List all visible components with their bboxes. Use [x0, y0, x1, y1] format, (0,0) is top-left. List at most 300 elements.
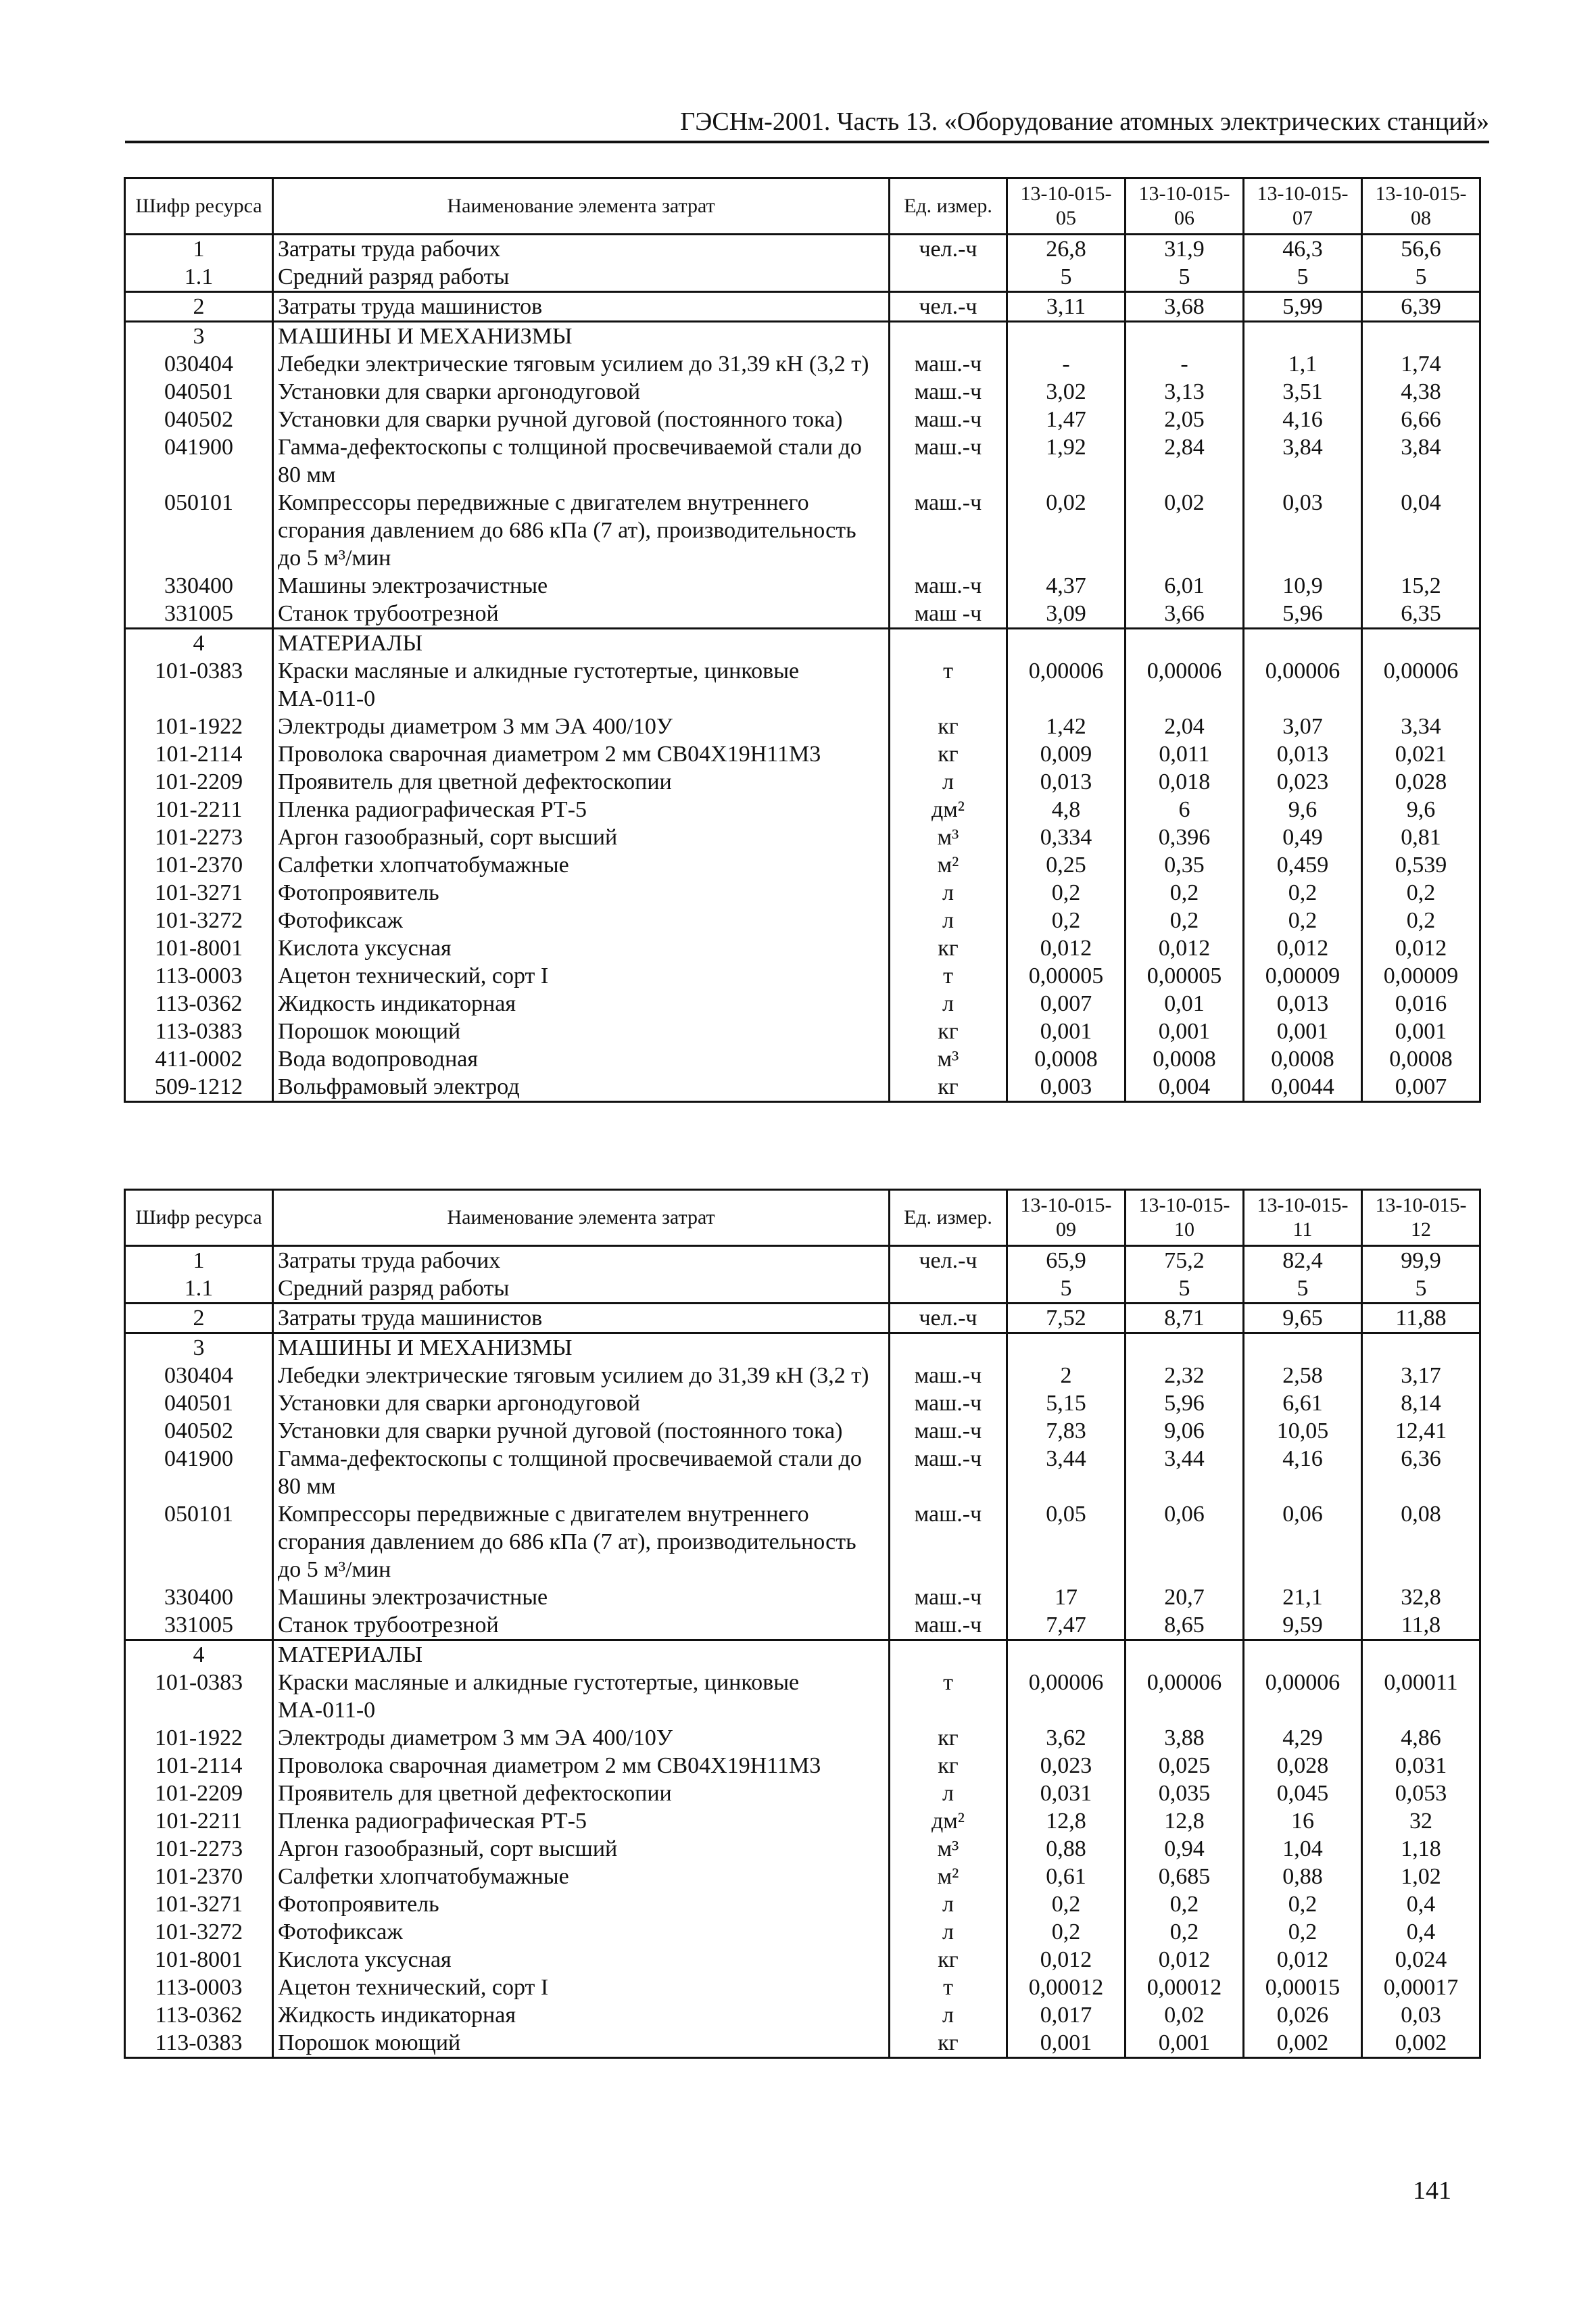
value-cell-4: 5 — [1362, 1274, 1480, 1304]
unit-cell: л — [890, 1918, 1007, 1946]
resource-name-cell: Ацетон технический, сорт I — [273, 962, 890, 990]
resource-code-cell: 1 — [125, 235, 273, 264]
table-row — [125, 1611, 1480, 1640]
value-cell-3: 5,96 — [1244, 600, 1362, 629]
table-row — [125, 824, 1480, 851]
resource-code-cell: 1 — [125, 1246, 273, 1275]
resource-code-cell: 113-0383 — [125, 1018, 273, 1045]
resource-code-cell: 101-2370 — [125, 1863, 273, 1890]
value-cell-1: 0,012 — [1007, 1946, 1126, 1974]
value-cell-4: 0,4 — [1362, 1890, 1480, 1918]
unit-cell: л — [890, 907, 1007, 934]
value-cell-2: 5 — [1126, 1274, 1244, 1304]
value-cell-2: 0,2 — [1126, 879, 1244, 907]
unit-cell: маш.-ч — [890, 350, 1007, 378]
value-cell-3: 9,59 — [1244, 1611, 1362, 1640]
value-cell-4: 3,17 — [1362, 1362, 1480, 1389]
resource-code-cell: 1.1 — [125, 263, 273, 292]
unit-cell: дм² — [890, 796, 1007, 824]
value-cell-4: 56,6 — [1362, 235, 1480, 264]
table-row — [125, 1918, 1480, 1946]
value-cell-3: 9,6 — [1244, 796, 1362, 824]
value-cell-3: 0,028 — [1244, 1752, 1362, 1780]
value-cell-4 — [1362, 629, 1480, 658]
value-cell-3: 0,023 — [1244, 768, 1362, 796]
value-cell-2: 0,035 — [1126, 1780, 1244, 1807]
unit-cell: маш.-ч — [890, 1362, 1007, 1389]
resource-code-cell: 101-8001 — [125, 1946, 273, 1974]
value-cell-3: 0,00015 — [1244, 1974, 1362, 2001]
unit-cell: кг — [890, 1073, 1007, 1102]
value-cell-1: 3,02 — [1007, 378, 1126, 406]
value-cell-3: 1,04 — [1244, 1835, 1362, 1863]
table-row — [125, 322, 1480, 351]
resource-code-cell: 3 — [125, 1333, 273, 1362]
value-cell-4: 1,02 — [1362, 1863, 1480, 1890]
value-cell-1: 0,2 — [1007, 1890, 1126, 1918]
resource-table-2 — [124, 1189, 1481, 2059]
unit-cell: кг — [890, 934, 1007, 962]
unit-cell — [890, 629, 1007, 658]
unit-cell: маш.-ч — [890, 1611, 1007, 1640]
value-cell-2: 0,001 — [1126, 1018, 1244, 1045]
resource-code-cell: 411-0002 — [125, 1045, 273, 1073]
unit-cell: т — [890, 657, 1007, 713]
resource-name-cell: Фотопроявитель — [273, 879, 890, 907]
table-row — [125, 1362, 1480, 1389]
value-cell-2: 0,685 — [1126, 1863, 1244, 1890]
value-cell-2: 2,05 — [1126, 406, 1244, 433]
value-cell-3: 0,045 — [1244, 1780, 1362, 1807]
table-row — [125, 1045, 1480, 1073]
resource-code-cell: 101-1922 — [125, 713, 273, 740]
value-cell-1: 1,92 — [1007, 433, 1126, 489]
resource-code-cell: 509-1212 — [125, 1073, 273, 1102]
value-cell-2 — [1126, 1333, 1244, 1362]
value-cell-1: 26,8 — [1007, 235, 1126, 264]
value-cell-1: 0,334 — [1007, 824, 1126, 851]
value-cell-4: 6,35 — [1362, 600, 1480, 629]
resource-name-cell: Средний разряд работы — [273, 263, 890, 292]
value-cell-1: 4,37 — [1007, 572, 1126, 600]
resource-name-cell: Станок трубоотрезной — [273, 600, 890, 629]
resource-name-cell: Лебедки электрические тяговым усилием до 31,39 кН (3,2 т) — [273, 350, 890, 378]
value-cell-2: 3,13 — [1126, 378, 1244, 406]
value-cell-1: 17 — [1007, 1583, 1126, 1611]
unit-cell — [890, 1640, 1007, 1669]
value-cell-3: 0,012 — [1244, 934, 1362, 962]
value-cell-3: 0,2 — [1244, 1890, 1362, 1918]
value-cell-1: 0,00006 — [1007, 657, 1126, 713]
value-cell-3: 3,51 — [1244, 378, 1362, 406]
table-row — [125, 406, 1480, 433]
unit-cell: л — [890, 768, 1007, 796]
unit-cell: м³ — [890, 1835, 1007, 1863]
value-cell-2: 0,011 — [1126, 740, 1244, 768]
table-row — [125, 1333, 1480, 1362]
value-cell-3: 82,4 — [1244, 1246, 1362, 1275]
value-cell-2: 20,7 — [1126, 1583, 1244, 1611]
unit-cell: чел.-ч — [890, 1304, 1007, 1333]
value-cell-1: 0,05 — [1007, 1500, 1126, 1583]
value-cell-3: 4,16 — [1244, 406, 1362, 433]
resource-code-cell: 101-3271 — [125, 1890, 273, 1918]
value-cell-3: 0,06 — [1244, 1500, 1362, 1583]
resource-name-cell: Затраты труда машинистов — [273, 292, 890, 322]
value-cell-1: 3,62 — [1007, 1724, 1126, 1752]
value-cell-2: 12,8 — [1126, 1807, 1244, 1835]
col-header-c2: 13-10-015-06 — [1126, 178, 1244, 235]
value-cell-1: 0,25 — [1007, 851, 1126, 879]
value-cell-2: 5,96 — [1126, 1389, 1244, 1417]
value-cell-1: 0,00005 — [1007, 962, 1126, 990]
resource-name-cell: МАТЕРИАЛЫ — [273, 629, 890, 658]
table-row — [125, 1890, 1480, 1918]
value-cell-3: 9,65 — [1244, 1304, 1362, 1333]
value-cell-1: 5,15 — [1007, 1389, 1126, 1417]
col-header-code: Шифр ресурса — [125, 1190, 273, 1246]
value-cell-2: 0,02 — [1126, 2001, 1244, 2029]
value-cell-1 — [1007, 322, 1126, 351]
value-cell-3: 4,16 — [1244, 1445, 1362, 1500]
value-cell-4: 0,03 — [1362, 2001, 1480, 2029]
value-cell-3: 0,013 — [1244, 740, 1362, 768]
value-cell-3: 0,001 — [1244, 1018, 1362, 1045]
resource-code-cell: 101-3272 — [125, 907, 273, 934]
resource-code-cell: 2 — [125, 1304, 273, 1333]
table-row — [125, 1304, 1480, 1333]
table-row — [125, 292, 1480, 322]
unit-cell: л — [890, 879, 1007, 907]
value-cell-4: 11,8 — [1362, 1611, 1480, 1640]
unit-cell: маш.-ч — [890, 406, 1007, 433]
value-cell-2: 2,84 — [1126, 433, 1244, 489]
resource-code-cell: 101-2114 — [125, 1752, 273, 1780]
table-body-1 — [125, 235, 1480, 1102]
value-cell-4: 0,016 — [1362, 990, 1480, 1018]
page-number: 141 — [1413, 2176, 1451, 2205]
table-row — [125, 1389, 1480, 1417]
unit-cell: дм² — [890, 1807, 1007, 1835]
unit-cell: чел.-ч — [890, 292, 1007, 322]
value-cell-1: 0,001 — [1007, 2029, 1126, 2058]
unit-cell: л — [890, 2001, 1007, 2029]
resource-code-cell: 101-2370 — [125, 851, 273, 879]
value-cell-4: 15,2 — [1362, 572, 1480, 600]
unit-cell: маш.-ч — [890, 1583, 1007, 1611]
value-cell-1: 3,44 — [1007, 1445, 1126, 1500]
value-cell-3: 10,9 — [1244, 572, 1362, 600]
value-cell-3: 16 — [1244, 1807, 1362, 1835]
unit-cell: м² — [890, 851, 1007, 879]
value-cell-2 — [1126, 629, 1244, 658]
value-cell-4: 0,4 — [1362, 1918, 1480, 1946]
value-cell-4: 3,84 — [1362, 433, 1480, 489]
table-row — [125, 1417, 1480, 1445]
value-cell-3: 5,99 — [1244, 292, 1362, 322]
unit-cell: кг — [890, 1724, 1007, 1752]
unit-cell — [890, 1274, 1007, 1304]
unit-cell: л — [890, 1780, 1007, 1807]
resource-name-cell: Салфетки хлопчатобумажные — [273, 1863, 890, 1890]
resource-code-cell: 030404 — [125, 1362, 273, 1389]
unit-cell: маш.-ч — [890, 378, 1007, 406]
value-cell-1: 2 — [1007, 1362, 1126, 1389]
resource-name-cell: Порошок моющий — [273, 1018, 890, 1045]
unit-cell: л — [890, 990, 1007, 1018]
value-cell-3: 0,0044 — [1244, 1073, 1362, 1102]
resource-name-cell: Проволока сварочная диаметром 2 мм СВ04Х19Н11М3 — [273, 1752, 890, 1780]
value-cell-3: 0,2 — [1244, 1918, 1362, 1946]
table-row — [125, 657, 1480, 713]
resource-name-cell: Затраты труда машинистов — [273, 1304, 890, 1333]
value-cell-2: 0,2 — [1126, 1890, 1244, 1918]
value-cell-2: 3,68 — [1126, 292, 1244, 322]
value-cell-3: 0,002 — [1244, 2029, 1362, 2058]
value-cell-1: 0,012 — [1007, 934, 1126, 962]
resource-code-cell: 101-3271 — [125, 879, 273, 907]
resource-code-cell: 040501 — [125, 1389, 273, 1417]
value-cell-1: 7,83 — [1007, 1417, 1126, 1445]
table-row — [125, 235, 1480, 264]
resource-code-cell: 101-2114 — [125, 740, 273, 768]
resource-code-cell: 030404 — [125, 350, 273, 378]
value-cell-2: 3,88 — [1126, 1724, 1244, 1752]
value-cell-4: 32,8 — [1362, 1583, 1480, 1611]
table-row — [125, 768, 1480, 796]
resource-name-cell: Гамма-дефектоскопы с толщиной просвечиваемой стали до 80 мм — [273, 1445, 890, 1500]
value-cell-4: 4,38 — [1362, 378, 1480, 406]
resource-name-cell: Пленка радиографическая РТ-5 — [273, 796, 890, 824]
value-cell-2: 0,2 — [1126, 907, 1244, 934]
resource-name-cell: Ацетон технический, сорт I — [273, 1974, 890, 2001]
table-row — [125, 1246, 1480, 1275]
value-cell-2: 0,012 — [1126, 1946, 1244, 1974]
value-cell-4: 5 — [1362, 263, 1480, 292]
resource-name-cell: Проявитель для цветной дефектоскопии — [273, 1780, 890, 1807]
value-cell-2 — [1126, 1640, 1244, 1669]
value-cell-2: 5 — [1126, 263, 1244, 292]
resource-code-cell: 101-2209 — [125, 1780, 273, 1807]
value-cell-3: 0,00006 — [1244, 1669, 1362, 1724]
value-cell-4: 0,031 — [1362, 1752, 1480, 1780]
table-header-row — [125, 1190, 1480, 1246]
resource-name-cell: Электроды диаметром 3 мм ЭА 400/10У — [273, 1724, 890, 1752]
value-cell-1: 0,02 — [1007, 489, 1126, 572]
unit-cell: чел.-ч — [890, 235, 1007, 264]
value-cell-3: 4,29 — [1244, 1724, 1362, 1752]
resource-name-cell: Кислота уксусная — [273, 1946, 890, 1974]
resource-name-cell: Компрессоры передвижные с двигателем внутреннего сгорания давлением до 686 кПа (7 ат), производительность до 5 м³/мин — [273, 1500, 890, 1583]
resource-code-cell: 101-2211 — [125, 1807, 273, 1835]
value-cell-2: 31,9 — [1126, 235, 1244, 264]
table-row — [125, 600, 1480, 629]
resource-code-cell: 101-2273 — [125, 824, 273, 851]
value-cell-4: 0,053 — [1362, 1780, 1480, 1807]
table-row — [125, 1583, 1480, 1611]
value-cell-3: 0,03 — [1244, 489, 1362, 572]
resource-name-cell: Затраты труда рабочих — [273, 1246, 890, 1275]
value-cell-3: 0,013 — [1244, 990, 1362, 1018]
resource-code-cell: 113-0383 — [125, 2029, 273, 2058]
value-cell-1: 0,88 — [1007, 1835, 1126, 1863]
value-cell-2: 0,018 — [1126, 768, 1244, 796]
unit-cell: кг — [890, 1752, 1007, 1780]
page-header: ГЭСНм-2001. Часть 13. «Оборудование атомных электрических станций» — [125, 107, 1489, 143]
resource-table-1 — [124, 177, 1481, 1103]
resource-code-cell: 101-8001 — [125, 934, 273, 962]
resource-code-cell: 331005 — [125, 600, 273, 629]
value-cell-3: 0,00009 — [1244, 962, 1362, 990]
value-cell-4: 0,001 — [1362, 1018, 1480, 1045]
unit-cell: кг — [890, 740, 1007, 768]
col-header-name: Наименование элемента затрат — [273, 178, 890, 235]
value-cell-4: 9,6 — [1362, 796, 1480, 824]
table-row — [125, 934, 1480, 962]
value-cell-2: 0,396 — [1126, 824, 1244, 851]
resource-code-cell: 113-0362 — [125, 2001, 273, 2029]
value-cell-1: 0,007 — [1007, 990, 1126, 1018]
unit-cell: м³ — [890, 1045, 1007, 1073]
value-cell-4: 0,00011 — [1362, 1669, 1480, 1724]
value-cell-3: 0,0008 — [1244, 1045, 1362, 1073]
value-cell-1 — [1007, 629, 1126, 658]
unit-cell: кг — [890, 2029, 1007, 2058]
resource-code-cell: 113-0003 — [125, 962, 273, 990]
resource-name-cell: МАШИНЫ И МЕХАНИЗМЫ — [273, 322, 890, 351]
col-header-c1: 13-10-015-09 — [1007, 1190, 1126, 1246]
resource-name-cell: Жидкость индикаторная — [273, 990, 890, 1018]
unit-cell: маш.-ч — [890, 572, 1007, 600]
resource-name-cell: Машины электрозачистные — [273, 1583, 890, 1611]
value-cell-2: 0,00006 — [1126, 657, 1244, 713]
value-cell-2: 0,2 — [1126, 1918, 1244, 1946]
table-row — [125, 378, 1480, 406]
value-cell-2: 0,004 — [1126, 1073, 1244, 1102]
value-cell-2: 75,2 — [1126, 1246, 1244, 1275]
col-header-c4: 13-10-015-08 — [1362, 178, 1480, 235]
value-cell-4 — [1362, 322, 1480, 351]
value-cell-4: 0,2 — [1362, 879, 1480, 907]
table-row — [125, 1780, 1480, 1807]
value-cell-1: 0,023 — [1007, 1752, 1126, 1780]
table-row — [125, 713, 1480, 740]
value-cell-2: 0,0008 — [1126, 1045, 1244, 1073]
value-cell-2: 3,44 — [1126, 1445, 1244, 1500]
value-cell-2: 3,66 — [1126, 600, 1244, 629]
value-cell-4 — [1362, 1333, 1480, 1362]
resource-name-cell: Установки для сварки аргонодуговой — [273, 378, 890, 406]
value-cell-3: 0,00006 — [1244, 657, 1362, 713]
value-cell-1: 5 — [1007, 263, 1126, 292]
value-cell-4: 0,08 — [1362, 1500, 1480, 1583]
resource-code-cell: 330400 — [125, 1583, 273, 1611]
resource-code-cell: 101-0383 — [125, 657, 273, 713]
table-row — [125, 350, 1480, 378]
unit-cell: маш.-ч — [890, 1389, 1007, 1417]
resource-code-cell: 4 — [125, 629, 273, 658]
resource-name-cell: Фотопроявитель — [273, 1890, 890, 1918]
resource-name-cell: Электроды диаметром 3 мм ЭА 400/10У — [273, 713, 890, 740]
value-cell-3: 21,1 — [1244, 1583, 1362, 1611]
value-cell-3: 2,58 — [1244, 1362, 1362, 1389]
value-cell-3: 1,1 — [1244, 350, 1362, 378]
table-row — [125, 629, 1480, 658]
value-cell-1: 0,017 — [1007, 2001, 1126, 2029]
value-cell-2: 8,71 — [1126, 1304, 1244, 1333]
value-cell-4: 0,012 — [1362, 934, 1480, 962]
resource-name-cell: Фотофиксаж — [273, 1918, 890, 1946]
value-cell-1: 0,031 — [1007, 1780, 1126, 1807]
resource-code-cell: 1.1 — [125, 1274, 273, 1304]
value-cell-2: 0,025 — [1126, 1752, 1244, 1780]
value-cell-1: 0,2 — [1007, 879, 1126, 907]
unit-cell: маш.-ч — [890, 489, 1007, 572]
value-cell-4: 0,539 — [1362, 851, 1480, 879]
value-cell-4: 1,74 — [1362, 350, 1480, 378]
value-cell-4: 0,028 — [1362, 768, 1480, 796]
value-cell-3: 5 — [1244, 1274, 1362, 1304]
resource-name-cell: Средний разряд работы — [273, 1274, 890, 1304]
value-cell-2: 0,94 — [1126, 1835, 1244, 1863]
unit-cell: т — [890, 1669, 1007, 1724]
col-header-c4: 13-10-015-12 — [1362, 1190, 1480, 1246]
value-cell-1: 1,47 — [1007, 406, 1126, 433]
value-cell-4: 3,34 — [1362, 713, 1480, 740]
value-cell-2: 6,01 — [1126, 572, 1244, 600]
value-cell-3 — [1244, 1333, 1362, 1362]
value-cell-2: 0,00006 — [1126, 1669, 1244, 1724]
unit-cell: л — [890, 1890, 1007, 1918]
table-row — [125, 572, 1480, 600]
resource-code-cell: 040501 — [125, 378, 273, 406]
value-cell-3: 5 — [1244, 263, 1362, 292]
unit-cell: маш.-ч — [890, 1445, 1007, 1500]
resource-name-cell: Аргон газообразный, сорт высший — [273, 1835, 890, 1863]
resource-code-cell: 3 — [125, 322, 273, 351]
table-row — [125, 1640, 1480, 1669]
value-cell-4: 0,002 — [1362, 2029, 1480, 2058]
unit-cell: маш -ч — [890, 600, 1007, 629]
value-cell-2: 0,06 — [1126, 1500, 1244, 1583]
table-header-row — [125, 178, 1480, 235]
resource-name-cell: Установки для сварки ручной дуговой (постоянного тока) — [273, 1417, 890, 1445]
value-cell-4: 6,39 — [1362, 292, 1480, 322]
resource-name-cell: Установки для сварки аргонодуговой — [273, 1389, 890, 1417]
resource-name-cell: Компрессоры передвижные с двигателем внутреннего сгорания давлением до 686 кПа (7 ат), производительность до 5 м³/мин — [273, 489, 890, 572]
value-cell-1: 1,42 — [1007, 713, 1126, 740]
value-cell-4: 0,00017 — [1362, 1974, 1480, 2001]
resource-name-cell: Гамма-дефектоскопы с толщиной просвечиваемой стали до 80 мм — [273, 433, 890, 489]
value-cell-3: 0,49 — [1244, 824, 1362, 851]
resource-name-cell: Проволока сварочная диаметром 2 мм СВ04Х19Н11М3 — [273, 740, 890, 768]
resource-code-cell: 101-1922 — [125, 1724, 273, 1752]
unit-cell: т — [890, 962, 1007, 990]
unit-cell: кг — [890, 1018, 1007, 1045]
table-row — [125, 1835, 1480, 1863]
value-cell-1: - — [1007, 350, 1126, 378]
value-cell-1: 0,00006 — [1007, 1669, 1126, 1724]
resource-name-cell: Салфетки хлопчатобумажные — [273, 851, 890, 879]
value-cell-3: 0,459 — [1244, 851, 1362, 879]
value-cell-4: 0,81 — [1362, 824, 1480, 851]
table-row — [125, 851, 1480, 879]
table-row — [125, 1445, 1480, 1500]
table-row — [125, 1807, 1480, 1835]
resource-name-cell: Кислота уксусная — [273, 934, 890, 962]
value-cell-2: 0,02 — [1126, 489, 1244, 572]
resource-name-cell: Краски масляные и алкидные густотертые, цинковые МА-011-0 — [273, 1669, 890, 1724]
